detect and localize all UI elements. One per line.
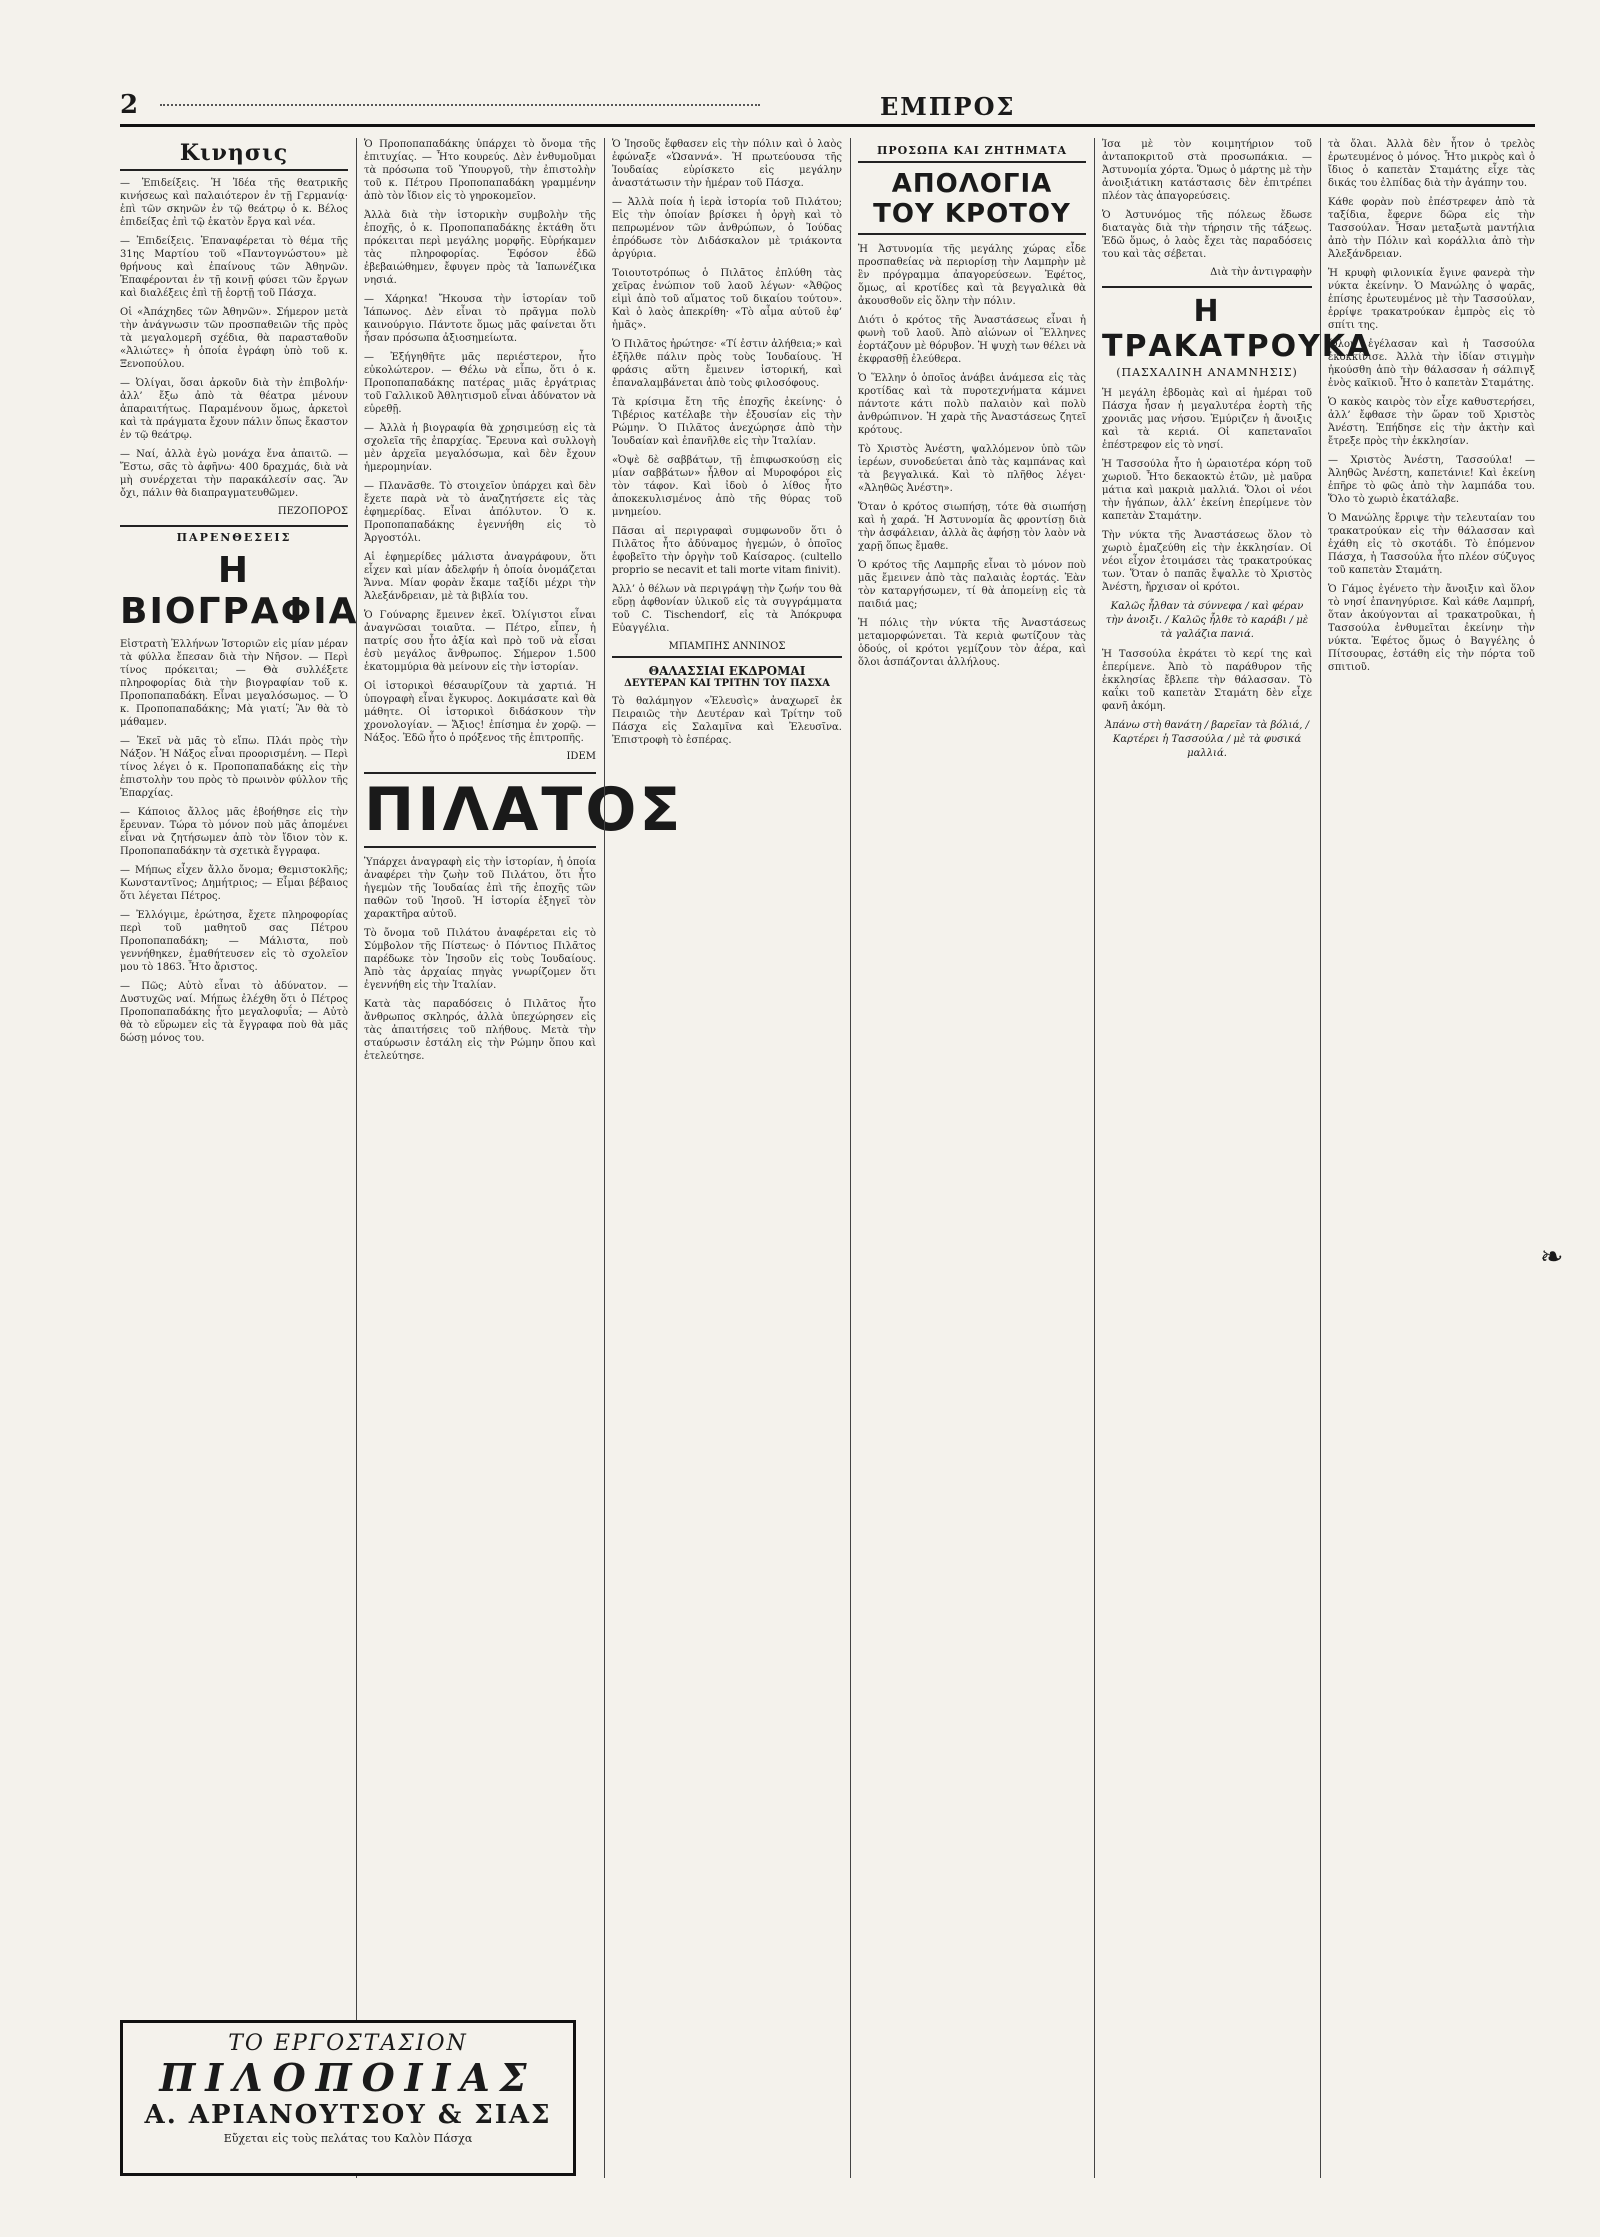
article-headline: Η ΤΡΑΚΑΤΡΟΥΚΑ [1102, 294, 1373, 364]
column-1 [120, 138, 359, 2178]
article-paragraph: Ὅταν ὁ κρότος σιωπήσῃ, τότε θὰ σιωπήσῃ καὶ ἡ χαρά. Ἡ Ἀστυνομία ἂς φροντίσῃ διὰ τὴν ἀσφάλειαν, ἀλλὰ ἂς ἀφήσῃ τὸν λαὸν νὰ χαρῇ ὅπως ἔμαθε. [858, 502, 1086, 552]
article-paragraph: — Χριστὸς Ἀνέστη, Τασσούλα! — Ἀληθῶς Ἀνέστη, καπετάνιε! Καὶ ἐκείνη ἐπῆρε τὸ φῶς ἀπὸ τὴν λαμπάδα του. Ὅλο τὸ χωριὸ ἐκατάλαβε. [1328, 455, 1535, 505]
article-paragraph: — Ὀλίγαι, ὅσαι ἀρκοῦν διὰ τὴν ἐπιβολήν· ἀλλ’ ἔξω ἀπὸ τὰ θέατρα μένουν ἀπαραιτήτως. Παραμένουν ὅμως, ἀρκετοὶ καὶ τὰ πράγματα ἔχουν πάλιν ὅπως ἔκαστον ἐν τῷ θεάτρῳ. [120, 378, 348, 441]
article-paragraph: Κατὰ τὰς παραδόσεις ὁ Πιλᾶτος ἦτο ἄνθρωπος σκληρός, ἀλλὰ ὑπεχώρησεν εἰς τὰς ἀπαιτήσεις τοῦ πλήθους. Μετὰ τὴν σταύρωσιν ἐστάλη εἰς τὴν Ρώμην ὅπου καὶ ἐτελεύτησε. [364, 999, 596, 1062]
column-rule [1094, 138, 1095, 2178]
article-paragraph: — Ἐξήγηθῆτε μᾶς περιέστερον, ἦτο εὐκολώτερον. — Θέλω νὰ εἶπω, ὅτι ὁ κ. Προποπαπαδάκης πατέρας μιᾶς ἐργάτριας τοῦ Γαλλικοῦ Ἀθλητισμοῦ εἶναι ἀδύνατον νὰ εὑρεθῇ. [364, 352, 596, 415]
poem-verse: Καλῶς ἦλθαν τὰ σύννεφα / καὶ φέραν τὴν ἀνοιξι. / Καλῶς ἦλθε τὸ καράβι / μὲ τὰ γαλάζια πανιά. [1105, 601, 1309, 640]
article-paragraph: — Κάποιος ἄλλος μᾶς ἐβοήθησε εἰς τὴν ἔρευναν. Τώρα τὸ μόνον ποὺ μᾶς ἀπομένει εἶναι νὰ ζητήσωμεν ἀπὸ τὸν ἴδιον τὸν κ. Προποπαπαδάκην τὰ σχετικὰ ἔγγραφα. [120, 807, 348, 857]
article-paragraph: Ἡ Τασσούλα ἐκράτει τὸ κερί της καὶ ἐπερίμενε. Ἀπὸ τὸ παράθυρον τῆς ἐκκλησίας ἔβλεπε τὴν θάλασσαν. Τὸ καΐκι τοῦ καπετὰν Σταμάτη δὲν εἶχε φανῆ ἀκόμη. [1102, 649, 1312, 712]
divider [120, 525, 348, 527]
ink-blot-icon: ❧ [1540, 1240, 1564, 1273]
divider [1102, 286, 1312, 288]
masthead [120, 90, 1535, 127]
article-signature: IDEM [566, 751, 596, 762]
article-paragraph: Τὸ Χριστὸς Ἀνέστη, ψαλλόμενον ὑπὸ τῶν ἱερέων, συνοδεύεται ἀπὸ τὰς καμπάνας καὶ τὰ βεγγαλικά. Καὶ τὸ πλῆθος λέγει· «Ἀληθῶς Ἀνέστη». [858, 444, 1086, 494]
article-subheadline: (ΠΑΣΧΑΛΙΝΗ ΑΝΑΜΝΗΣΙΣ) [1116, 366, 1298, 379]
article-paragraph: Πᾶσαι αἱ περιγραφαὶ συμφωνοῦν ὅτι ὁ Πιλᾶτος ἦτο ἀδύναμος ἡγεμών, ὁ ὁποῖος ἐφοβεῖτο τὴν ὀργὴν τοῦ Καίσαρος. (cultello proprio se necavit et tali morte vitam finivit). [612, 526, 842, 576]
article-paragraph: Τὸ ὄνομα τοῦ Πιλάτου ἀναφέρεται εἰς τὸ Σύμβολον τῆς Πίστεως· ὁ Πόντιος Πιλᾶτος παρέδωκε τὸν Ἰησοῦν εἰς τοὺς Ἰουδαίους. Ἀπὸ τὰς ἀρχαίας πηγὰς γνωρίζομεν ὅτι ἐγεννήθη εἰς τὴν Ἰταλίαν. [364, 928, 596, 991]
article-paragraph: — Ἐπιδείξεις. Ἐπαναφέρεται τὸ θέμα τῆς 31ης Μαρτίου τοῦ «Παντογνώστου» μὲ θρήνους καὶ ἐπαίνους τῶν Ἀθηνῶν. Ἐπαφέρονται ἐν τῇ κοινῇ φύσει τῶν ἔργων καὶ διαλέξεις ἐπὶ τῇ ἑορτῇ τοῦ Πάσχα. [120, 236, 348, 299]
column-rule [1320, 138, 1321, 2178]
article-paragraph: — Πλανᾶσθε. Τὸ στοιχεῖον ὑπάρχει καὶ δὲν ἔχετε παρὰ νὰ τὸ ἀναζητήσετε εἰς τὰς ἐφημερίδας. Εἶναι ἀπόλυτον. Ὁ κ. Προποπαπαδάκης ἐγεννήθη εἰς τὸ Ἀργοστόλι. [364, 481, 596, 544]
column-4 [858, 138, 1086, 2178]
article-paragraph: Ἡ κρυφὴ φιλονικία ἔγινε φανερὰ τὴν νύκτα ἐκείνην. Ὁ Μανώλης ὁ ψαρᾶς, ἐπίσης ἐρωτευμένος μὲ τὴν Τασσούλαν, ἐρρίψε τρακατρούκαν ἐμπρὸς εἰς τὸ σπίτι της. [1328, 268, 1535, 331]
article-headline: ΘΑΛΑΣΣΙΑΙ ΕΚΔΡΟΜΑΙ [648, 664, 806, 678]
column-5 [1102, 138, 1373, 2178]
masthead-ornament [160, 104, 760, 110]
article-paragraph: Τὰ κρίσιμα ἔτη τῆς ἐποχῆς ἐκείνης· ὁ Τιβέριος κατέλαβε τὴν ἐξουσίαν εἰς τὴν Ρώμην. Ὁ Πιλᾶτος ἀνεχώρησε ἀπὸ τὴν Ἰουδαίαν καὶ ἐπανῆλθε εἰς τὴν Ἰταλίαν. [612, 397, 842, 447]
article-paragraph: — Ἀλλὰ ποία ἡ ἱερὰ ἱστορία τοῦ Πιλάτου; Εἰς τὴν ὁποίαν βρίσκει ἡ ὀργὴ καὶ τὸ πεπρωμένον τῶν ἀνθρώπων, ὁ Ἰούδας ἐπρόδωσε τὸν Διδάσκαλον μὲ τριάκοντα ἀργύρια. [612, 197, 842, 260]
ad-line: ΠΙΛΟΠΟΙΙΑΣ [159, 2055, 537, 2100]
article-paragraph: Ὁ Ἀστυνόμος τῆς πόλεως ἔδωσε διαταγὰς διὰ τὴν τήρησιν τῆς τάξεως. Ἐδῶ ὅμως, ὁ λαὸς ἔχει τὰς παραδόσεις του καὶ τὰς σέβεται. [1102, 210, 1312, 260]
article-paragraph: Ὑπάρχει ἀναγραφὴ εἰς τὴν ἱστορίαν, ἡ ὁποία ἀναφέρει τὴν ζωὴν τοῦ Πιλάτου, ὅτι ἦτο ἡγεμὼν τῆς Ἰουδαίας ἐπὶ τῆς ἐποχῆς τῶν παθῶν τοῦ Ἰησοῦ. Ἡ ἱστορία ἐξηγεῖ τὸν χαρακτῆρα αὐτοῦ. [364, 857, 596, 920]
article-paragraph: Ὁ κρότος τῆς Λαμπρῆς εἶναι τὸ μόνον ποὺ μᾶς ἔμεινεν ἀπὸ τὰς παλαιὰς ἑορτάς. Ἐὰν τὸν καταργήσωμεν, τί θὰ ἀπομείνῃ εἰς τὰ παιδιά μας; [858, 560, 1086, 610]
article-paragraph: Ἡ Ἀστυνομία τῆς μεγάλης χώρας εἶδε προσπαθείας νὰ περιορίσῃ τὴν Λαμπρὴν μὲ ἓν πρόγραμμα ἀπαγορεύσεων. Ἐφέτος, ὅμως, αἱ κροτίδες καὶ τὰ βεγγαλικὰ θὰ ἀκουσθοῦν εἰς ὅλην τὴν πόλιν. [858, 244, 1086, 307]
article-paragraph: τὰ ὄλαι. Ἀλλὰ δὲν ἦτον ὁ τρελὸς ἐρωτευμένος ὁ μόνος. Ἦτο μικρὸς καὶ ὁ ἴδιος ὁ καπετὰν Σταμάτης εἶχε τὰς δικάς του ἐλπίδας διὰ τὴν ἀγάπην του. [1328, 139, 1535, 189]
article-paragraph: Οἱ «Ἀπάχηδες τῶν Ἀθηνῶν». Σήμερον μετὰ τὴν ἀνάγνωσιν τῶν προσπαθειῶν τῆς πρὸς τὰ μεγαλομερῆ σχέδια, θὰ παρασταθοῦν «Ἀλιώτες» ἡ ὁποία ἐγράφη ὑπὸ τοῦ κ. Ξενοπούλου. [120, 307, 348, 370]
article-paragraph: Οἱ ἱστορικοὶ θέσαυρίζουν τὰ χαρτιά. Ἡ ὑπογραφὴ εἶναι ἔγκυρος. Δοκιμάσατε καὶ θὰ μάθητε. Οἱ ἱστορικοὶ διδάσκουν τὴν χρονολογίαν. — Ἄξιος! ἐπίσημα ἐν χορῷ. — Νάξος. Ἐδῶ ἦτο ὁ πρόξενος τῆς ἐπιτροπῆς. [364, 681, 596, 744]
article-paragraph: — Ἀλλὰ ἡ βιογραφία θὰ χρησιμεύσῃ εἰς τὰ σχολεῖα τῆς ἐπαρχίας. Ἔρευνα καὶ συλλογὴ μὲν ἀρχεῖα μεγαλόσωμα, καὶ δὲν ἔχουν ἡμερομηνίαν. [364, 423, 596, 473]
article-paragraph: Ἀλλ’ ὁ θέλων νὰ περιγράψῃ τὴν ζωήν του θὰ εὕρῃ ἀφθονίαν ὑλικοῦ εἰς τὰ συγγράμματα τοῦ C. Tischendorf, εἰς τὰ Ἀπόκρυφα Εὐαγγέλια. [612, 584, 842, 634]
column-3 [612, 138, 842, 2178]
article-paragraph: Ὁ Ἕλλην ὁ ὁποῖος ἀνάβει ἀνάμεσα εἰς τὰς κροτίδας καὶ τὰ πυροτεχνήματα κάμνει πάντοτε κάτι πολὺ παλαιὸν καὶ πολὺ ἀνθρώπινον. Ἡ χαρὰ τῆς Ἀναστάσεως ζητεῖ κρότους. [858, 373, 1086, 436]
divider [612, 656, 842, 658]
article-paragraph: — Ναί, ἀλλὰ ἐγὼ μονάχα ἔνα ἀπαιτῶ. — Ἔστω, σᾶς τὸ ἀφῆνω· 400 δραχμάς, διὰ νὰ μὴ συνέρχεται τὴν παρακάλεσίν σας. Ἂν ὄχι, πάλιν θὰ διαπραγματευθῶμεν. [120, 449, 348, 499]
column-6 [1328, 138, 1535, 2178]
article-paragraph: Ὁ κακὸς καιρὸς τὸν εἶχε καθυστερήσει, ἀλλ’ ἔφθασε τὴν ὥραν τοῦ Χριστὸς Ἀνέστη. Ἐπήδησε εἰς τὴν ἀκτὴν καὶ ἔτρεξε πρὸς τὴν ἐκκλησίαν. [1328, 397, 1535, 447]
article-paragraph: Τοιουτοτρόπως ὁ Πιλᾶτος ἐπλύθη τὰς χεῖρας ἐνώπιον τοῦ λαοῦ λέγων· «Ἀθῷος εἰμὶ ἀπὸ τοῦ αἵματος τοῦ δικαίου τούτου». Καὶ ὁ λαὸς ἀπεκρίθη· «Τὸ αἷμα αὐτοῦ ἐφ’ ἡμᾶς». [612, 268, 842, 331]
article-signature: Διὰ τὴν ἀντιγραφὴν [1210, 267, 1312, 278]
advertisement-box [120, 2020, 576, 2176]
column-rule [850, 138, 851, 2178]
page-number: 2 [120, 90, 139, 120]
section-heading: ΠΑΡΕΝΘΕΣΕΙΣ [176, 531, 292, 544]
column-rule [356, 138, 357, 2178]
article-headline: Η ΒΙΟΓΡΑΦΙΑ [120, 550, 359, 632]
article-paragraph: «Ὀψὲ δὲ σαββάτων, τῇ ἐπιφωσκούσῃ εἰς μίαν σαββάτων» ἦλθον αἱ Μυροφόροι εἰς τὸν τάφον. Καὶ ἰδοὺ ὁ λίθος ἦτο ἀποκεκυλισμένος ἀπὸ τῆς θύρας τοῦ μνημείου. [612, 455, 842, 518]
article-paragraph: — Ἐπιδείξεις. Ἡ Ἰδέα τῆς θεατρικῆς κινήσεως καὶ παλαιότερον ἐν τῇ Γερμανίᾳ· ἐπὶ τῶν σκηνῶν ἐν τῷ θεάτρῳ ὁ κ. Βέλος ἐπιδείξας ἐπὶ τῷ ἐκατὸν ἔργα καὶ νέα. [120, 178, 348, 228]
article-paragraph: Ὁ Γάμος ἐγένετο τὴν ἄνοιξιν καὶ ὅλον τὸ νησί ἐπανηγύρισε. Καὶ κάθε Λαμπρή, ὅταν ἀκούγονται αἱ τρακατροῦκαι, ἡ Τασσούλα ἐνθυμεῖται ἐκείνην τὴν νύκτα. Ἐφέτος ὅμως ὁ Βαγγέλης ὁ Πίτσουρας, ἐστάθη εἰς τὴν πόρτα τοῦ σπιτιοῦ. [1328, 584, 1535, 673]
article-paragraph: Ὁ Προποπαπαδάκης ὑπάρχει τὸ ὄνομα τῆς ἐπιτυχίας. — Ἦτο κουρεύς. Δὲν ἐνθυμοῦμαι τὰ πρόσωπα τοῦ Ὑπουργοῦ, τὴν ἐπιστολὴν τοῦ κ. Πέτρου Προποπαπαδάκη γραμμένην ἀπὸ τὸν ἴδιον εἰς τὸ γηροκομεῖον. [364, 139, 596, 202]
article-paragraph: Ἰσα μὲ τὸν κοιμητήριον τοῦ ἀνταποκριτοῦ στὰ προσωπάκια. — Ἀστυνομία χόρτα. Ὅμως ὁ μάρτης μὲ τὴν ἀνοιξιάτικη κατάστασις δὲν ἐπιτρέπει πλέον τὰς ἀπαγορεύσεις. [1102, 139, 1312, 202]
newspaper-title: ΕΜΠΡΟΣ [880, 92, 1016, 121]
article-paragraph: Κάθε φορὰν ποὺ ἐπέστρεφεν ἀπὸ τὰ ταξίδια, ἔφερνε δῶρα εἰς τὴν Τασσούλαν. Ἦσαν μεταξωτὰ μαντήλια ἀπὸ τὴν Πόλιν καὶ κοράλλια ἀπὸ τὴν Ἀλεξάνδρειαν. [1328, 197, 1535, 260]
article-paragraph: Ὁ Μανώλης ἔρριψε τὴν τελευταίαν του τρακατρούκαν εἰς τὴν θάλασσαν καὶ ἐχάθη εἰς τὸ σκοτάδι. Τὸ ἑπόμενον Πάσχα, ἡ Τασσούλα ἦτο πλέον σύζυγος τοῦ καπετὰν Σταμάτη. [1328, 513, 1535, 576]
article-paragraph: Ὁ Ἰησοῦς ἔφθασεν εἰς τὴν πόλιν καὶ ὁ λαὸς ἐφώναξε «Ὡσαννά». Ἡ πρωτεύουσα τῆς Ἰουδαίας εὑρίσκετο εἰς μεγάλην ἀναστάτωσιν τὴν ἡμέραν τοῦ Πάσχα. [612, 139, 842, 189]
article-paragraph: — Χάρηκα! Ἤκουσα τὴν ἱστορίαν τοῦ Ἰάπωνος. Δὲν εἶναι τὸ πρᾶγμα πολὺ καινούργιο. Πάντοτε ὅμως μᾶς φαίνεται ὅτι ἦσαν πρόσωπα ἀξιοσημείωτα. [364, 294, 596, 344]
article-subheadline: ΔΕΥΤΕΡΑΝ ΚΑΙ ΤΡΙΤΗΝ ΤΟΥ ΠΑΣΧΑ [624, 678, 830, 689]
article-signature: ΠΕΖΟΠΟΡΟΣ [277, 506, 348, 517]
article-paragraph: Ὅλοι ἐγέλασαν καὶ ἡ Τασσούλα ἐκοκκίνισε. Ἀλλὰ τὴν ἰδίαν στιγμὴν ἠκούσθη ἀπὸ τὴν θάλασσαν ἡ σάλπιγξ ἑνὸς καϊκιοῦ. Ἦτο ὁ καπετὰν Σταμάτης. [1328, 339, 1535, 389]
section-kicker: ΠΡΟΣΩΠΑ ΚΑΙ ΖΗΤΗΜΑΤΑ [876, 144, 1068, 157]
article-paragraph: Ἡ Τασσούλα ἦτο ἡ ὡραιοτέρα κόρη τοῦ χωριοῦ. Ἦτο δεκαοκτὼ ἐτῶν, μὲ μαῦρα μάτια καὶ μακριὰ μαλλιά. Ὅλοι οἱ νέοι τὴν ἠγάπων, ἀλλ’ ἐκείνη ἐπερίμενε τὸν καπετὰν Σταμάτην. [1102, 459, 1312, 522]
article-paragraph: Ὁ Γούναρης ἔμεινεν ἐκεῖ. Ὀλίγιστοι εἶναι ἀναγνῶσαι τοιαῦτα. — Πέτρο, εἶπεν, ἡ πατρίς σου ἦτο ἀξία καὶ πρὸ τοῦ νὰ εἶσαι ἐσὺ μεγάλος ἄνθρωπος. Σήμερον 1.500 ἑκατομμύρια θὰ μείνουν εἰς τὴν ἱστορίαν. [364, 610, 596, 673]
article-paragraph: — Ἐκεῖ νὰ μᾶς τὸ εἴπω. Πλάι πρὸς τὴν Νάξον. Ἡ Νάξος εἶναι προορισμένη. — Περὶ τίνος λέγει ὁ κ. Προποπαπαδάκης εἰς τὴν ἐπιστολὴν του πρὸς τὸ πρωινὸν φύλλον τῆς Ἐπαρχίας. [120, 736, 348, 799]
article-paragraph: Εἰστρατὴ Ἐλλήνων Ἱστοριῶν εἰς μίαν μέραν τὰ φύλλα ἔπεσαν διὰ τὴν Νῆσον. — Περὶ τίνος πρόκειται; — Θὰ συλλέξετε πληροφορίας διὰ τὴν βιογραφίαν τοῦ κ. Προποπαπαδάκη. Εἶναι μεγαλόσωμος. — Ὁ κ. Προποπαπαδάκης; Μὰ γιατί; Ἂν θὰ τὸ μάθαμεν. [120, 639, 348, 728]
article-paragraph: — Μήπως εἶχεν ἄλλο ὄνομα; Θεμιστοκλῆς; Κωνσταντῖνος; Δημήτριος; — Εἶμαι βέβαιος ὅτι λέγεται Πέτρος. [120, 865, 348, 902]
column-rule [604, 138, 605, 2178]
kinisis-heading: Κινησις [120, 140, 348, 171]
article-paragraph: — Πῶς; Αὐτὸ εἶναι τὸ ἀδύνατον. — Δυστυχῶς ναί. Μήπως ἐλέχθη ὅτι ὁ Πέτρος Προποπαπαδάκης ἦτο μεγαλοφυΐα; — Αὐτὸ θὰ τὸ εὕρωμεν εἰς τὰ ἔγγραφα ποὺ θὰ μᾶς δώσῃ μόνος του. [120, 981, 348, 1044]
article-paragraph: — Ἐλλόγιμε, ἐρώτησα, ἔχετε πληροφορίας περὶ τοῦ μαθητοῦ σας Πέτρου Προποπαπαδάκη; — Μάλιστα, ποὺ γεννήθηκεν, ἐμαθήτευσεν εἰς τὸ σχολεῖον μου τὸ 1863. Ἦτο ἄριστος. [120, 910, 348, 973]
divider [858, 161, 1086, 163]
newspaper-page [120, 90, 1535, 2200]
article-paragraph: Ἀλλὰ διὰ τὴν ἱστορικὴν συμβολὴν τῆς ἐποχῆς, ὁ κ. Προποπαπαδάκης ἐκτάθη ὅτι πρόκειται περὶ μεγάλης μορφῆς. Εὑρήκαμεν τὰς πληροφορίας. Ἐφόσον ἐδῶ ἐβεβαιώθημεν, ἔφυγεν πρὸς τὰ Ἰαπωνέζικα νησιά. [364, 210, 596, 286]
article-paragraph: Αἱ ἐφημερίδες μάλιστα ἀναγράφουν, ὅτι εἶχεν καὶ μίαν ἀδελφήν ἡ ὁποία ὀνομάζεται Ἄννα. Μίαν φορὰν ἔκαμε ταξίδι μέχρι τὴν Ἀλεξάνδρειαν, μὲ τὰ βιβλία του. [364, 552, 596, 602]
article-headline: ΑΠΟΛΟΓΙΑ ΤΟΥ ΚΡΟΤΟΥ [858, 169, 1086, 235]
article-paragraph: Τὴν νύκτα τῆς Ἀναστάσεως ὅλον τὸ χωριὸ ἐμαζεύθη εἰς τὴν ἐκκλησίαν. Οἱ νέοι εἶχον ἑτοιμάσει τὰς τρακατρούκας των. Ὅταν ὁ παπᾶς ἔψαλλε τὸ Χριστὸς Ἀνέστη, ἤρχισαν οἱ κρότοι. [1102, 530, 1312, 593]
article-signature: ΜΠΑΜΠΗΣ ΑΝΝΙΝΟΣ [668, 641, 786, 652]
article-paragraph: Ὁ Πιλᾶτος ἠρώτησε· «Τί ἐστιν ἀλήθεια;» καὶ ἐξῆλθε πάλιν πρὸς τοὺς Ἰουδαίους. Ἡ φράσις αὕτη ἔμεινεν ἱστορική, καὶ ἐπαναλαμβάνεται ἀπὸ τοὺς φιλοσόφους. [612, 339, 842, 389]
article-paragraph: Ἡ μεγάλη ἑβδομὰς καὶ αἱ ἡμέραι τοῦ Πάσχα ἦσαν ἡ μεγαλυτέρα ἑορτὴ τῆς χρονιᾶς μας νήσου. Ἐμύριζεν ἡ ἄνοιξις καὶ τὰ κεριά. Οἱ καπεταναῖοι ἐπέστρεφον εἰς τὸ νησί. [1102, 388, 1312, 451]
ad-line: Α. ΑΡΙΑΝΟΥΤΣΟΥ & ΣΙΑΣ [144, 2100, 552, 2130]
article-paragraph: Τὸ θαλάμηγον «Ἐλευσὶς» ἀναχωρεῖ ἐκ Πειραιῶς τὴν Δευτέραν καὶ Τρίτην τοῦ Πάσχα εἰς Σαλαμῖνα καὶ Ἐλευσῖνα. Ἐπιστροφὴ τὸ ἑσπέρας. [612, 696, 842, 746]
article-headline: ΠΙΛΑΤΟΣ [364, 772, 596, 848]
poem-verse: Ἀπάνω στὴ θανάτη / βαρεῖαν τὰ βόλιά, / Καρτέρει ἡ Τασσούλα / μὲ τὰ φυσικά μαλλιά. [1104, 720, 1310, 759]
ad-line: Εὔχεται εἰς τοὺς πελάτας του Καλὸν Πάσχα [223, 2132, 473, 2145]
column-2 [364, 138, 684, 2178]
article-paragraph: Ἡ πόλις τὴν νύκτα τῆς Ἀναστάσεως μεταμορφώνεται. Τὰ κεριὰ φωτίζουν τὰς ὁδούς, οἱ κρότοι γεμίζουν τὸν ἀέρα, καὶ ὅλοι ἀσπάζονται ἀλλήλους. [858, 618, 1086, 668]
article-paragraph: Διότι ὁ κρότος τῆς Ἀναστάσεως εἶναι ἡ φωνὴ τοῦ λαοῦ. Ἀπὸ αἰώνων οἱ Ἕλληνες ἑορτάζουν μὲ θόρυβον. Ἡ ψυχὴ των θέλει νὰ ἐκφρασθῇ ἐλεύθερα. [858, 315, 1086, 365]
ad-line: ΤΟ ΕΡΓΟΣΤΑΣΙΟΝ [228, 2031, 468, 2056]
